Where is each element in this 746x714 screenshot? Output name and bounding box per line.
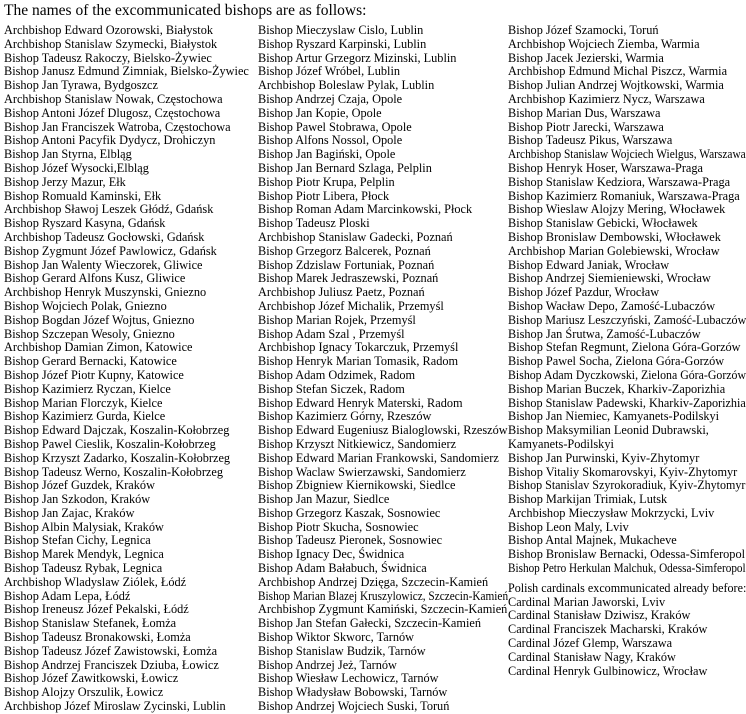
- list-item: Bishop Bronislaw Dembowski, Włocławek: [508, 229, 721, 244]
- list-item: Bishop Marian Florczyk, Kielce: [4, 395, 163, 410]
- list-item: Bishop Pawel Socha, Zielona Góra-Gorzów: [508, 354, 725, 369]
- list-item: Bishop Krzyszt Nitkiewicz, Sandomierz: [258, 436, 457, 451]
- list-item: Bishop Henryk Hoser, Warszawa-Praga: [508, 160, 703, 175]
- list-item: Bishop Janusz Edmund Zimniak, Bielsko-Żywiec: [4, 64, 249, 79]
- list-item: Archbishop Stanislaw Nowak, Częstochowa: [4, 91, 223, 106]
- list-item: Bishop Wiesław Lechowicz, Tarnów: [258, 671, 439, 686]
- list-item: Bishop Józef Wróbel, Lublin: [258, 64, 401, 79]
- list-item: Bishop Henryk Marian Tomasik, Radom: [258, 354, 459, 369]
- list-item: Bishop Tadeusz Werno, Koszalin-Kołobrzeg: [4, 464, 223, 479]
- list-item: Bishop Andrzej Wojciech Suski, Toruń: [258, 699, 450, 714]
- list-item: Archbishop Mieczysław Mokrzycki, Lviv: [508, 505, 715, 520]
- list-item: Archbishop Marian Golebiewski, Wrocław: [508, 243, 720, 258]
- list-item: Archbishop Boleslaw Pylak, Lublin: [258, 78, 435, 93]
- list-item: Bishop Adam Odzimek, Radom: [258, 367, 416, 382]
- list-item: Bishop Andrzej Siemieniewski, Wrocław: [508, 271, 711, 286]
- list-item: Bishop Andrzej Czaja, Opole: [258, 91, 403, 106]
- list-item: Bishop Jacek Jezierski, Warmia: [508, 50, 664, 65]
- list-item: Archbishop Henryk Muszynski, Gniezno: [4, 285, 207, 300]
- list-item: Polish cardinals excommunicated already before:: [508, 580, 746, 595]
- list-item: Bishop Zbigniew Kiernikowski, Siedlce: [258, 478, 456, 493]
- list-item: Bishop Ireneusz Józef Pekalski, Łódź: [4, 602, 189, 617]
- list-item: Bishop Stanislaw Kedziora, Warszawa-Praga: [508, 174, 731, 189]
- list-item: Bishop Władysław Bobowski, Tarnów: [258, 685, 448, 700]
- list-item: Bishop Stefan Regmunt, Zielona Góra-Gorzów: [508, 340, 741, 355]
- list-item: Bishop Marek Jedraszewski, Poznań: [258, 271, 439, 286]
- list-item: Bishop Józef Szamocki, Toruń: [508, 23, 659, 37]
- column-2: [258, 24, 508, 714]
- list-item: Bishop Tadeusz Pikus, Warszawa: [508, 133, 673, 148]
- list-item: Bishop Markijan Trimiak, Lutsk: [508, 492, 668, 507]
- list-item: Bishop Zdzislaw Fortuniak, Poznań: [258, 257, 435, 272]
- list-item: Bishop Alojzy Orszulik, Łowicz: [4, 685, 164, 700]
- column-3: [508, 24, 746, 678]
- list-item: Bishop Piotr Libera, Płock: [258, 188, 390, 203]
- list-item: Bishop Ryszard Karpinski, Lublin: [258, 36, 427, 51]
- list-item: Bishop Marian Buczek, Kharkiv-Zaporizhia: [508, 381, 726, 396]
- list-item: Bishop Albin Malysiak, Kraków: [4, 519, 164, 534]
- list-item: Bishop Maksymilian Leonid Dubrawski,: [508, 423, 709, 438]
- list-item: Bishop Edward Janiak, Wrocław: [508, 257, 670, 272]
- list-item: Bishop Antoni Józef Dlugosz, Częstochowa: [4, 105, 221, 120]
- list-item: Bishop Wiktor Skworc, Tarnów: [258, 630, 414, 645]
- list-item: Bishop Stanislaw Padewski, Kharkiv-Zaporizhia: [508, 395, 746, 410]
- list-item: Bishop Grzegorz Balcerek, Poznań: [258, 243, 431, 258]
- list-item: Bishop Józef Piotr Kupny, Katowice: [4, 367, 184, 382]
- list-item: Cardinal Franciszek Macharski, Kraków: [508, 622, 708, 637]
- list-item: Archbishop Zygmunt Kamiński, Szczecin-Kamień: [258, 602, 508, 617]
- list-item: Bishop Jan Mazur, Siedlce: [258, 492, 390, 507]
- list-item: Archbishop Stanislaw Szymecki, Białystok: [4, 36, 218, 51]
- list-item: Bishop Andrzej Jeż, Tarnów: [258, 657, 397, 672]
- list-item: Bishop Józef Wysocki,Elbląg: [4, 160, 149, 175]
- list-item: Bishop Vitaliy Skomarovskyi, Kyiv-Zhytomyr: [508, 464, 738, 479]
- list-item: Bishop Grzegorz Kaszak, Sosnowiec: [258, 505, 441, 520]
- list-item: Bishop Kazimierz Gurda, Kielce: [4, 409, 166, 424]
- list-item: Bishop Jan Styrna, Elbląg: [4, 147, 132, 162]
- list-item: Bishop Edward Henryk Materski, Radom: [258, 395, 463, 410]
- list-item: Bishop Pawel Stobrawa, Opole: [258, 119, 412, 134]
- list-item: Bishop Tadeusz Rakoczy, Bielsko-Żywiec: [4, 50, 212, 65]
- list-item: Bishop Adam Bałabuch, Świdnica: [258, 561, 427, 576]
- list-item: Bishop Kazimierz Romaniuk, Warszawa-Praga: [508, 188, 740, 203]
- list-item: Cardinal Józef Glemp, Warszawa: [508, 636, 673, 651]
- list-item: Bishop Adam Lepa, Łódź: [4, 588, 131, 603]
- list-item: Archbishop Józef Miroslaw Zycinski, Lublin: [4, 699, 226, 714]
- list-item: Archbishop Tadeusz Gocłowski, Gdańsk: [4, 229, 205, 244]
- list-item: Bishop Edward Marian Frankowski, Sandomierz: [258, 450, 499, 465]
- list-item: Bishop Antoni Pacyfik Dydycz, Drohiczyn: [4, 133, 216, 148]
- list-item: Bishop Waclaw Swierzawski, Sandomierz: [258, 464, 466, 479]
- list-item: Bishop Marian Blazej Kruszylowicz, Szczecin-Kamień: [258, 588, 509, 603]
- list-item: Bishop Tadeusz Rybak, Legnica: [4, 561, 163, 576]
- list-item: Bishop Alfons Nossol, Opole: [258, 133, 403, 148]
- list-item: Archbishop Damian Zimon, Katowice: [4, 340, 193, 355]
- page-title: The names of the excommunicated bishops are as follows:: [4, 2, 367, 19]
- list-item: Bishop Ignacy Dec, Świdnica: [258, 547, 405, 562]
- list-item: Archbishop Juliusz Paetz, Poznań: [258, 285, 425, 300]
- list-item: Bishop Stanislav Szyrokoradiuk, Kyiv-Zhytomyr: [508, 478, 746, 493]
- list-item: Cardinal Stanisław Nagy, Kraków: [508, 649, 676, 664]
- list-item: Bishop Jan Walenty Wieczorek, Gliwice: [4, 257, 203, 272]
- list-item: Bishop Wieslaw Alojzy Mering, Włocławek: [508, 202, 726, 217]
- list-item: Bishop Zygmunt Józef Pawlowicz, Gdańsk: [4, 243, 217, 258]
- list-item: Bishop Stanislaw Budzik, Tarnów: [258, 643, 426, 658]
- list-item: Bishop Stanislaw Gebicki, Włocławek: [508, 216, 698, 231]
- list-item: Bishop Marek Mendyk, Legnica: [4, 547, 164, 562]
- list-item: Bishop Tadeusz Pieronek, Sosnowiec: [258, 533, 443, 548]
- list-item: Bishop Leon Maly, Lviv: [508, 519, 629, 534]
- list-item: Bishop Antal Majnek, Mukacheve: [508, 533, 677, 548]
- list-item: Cardinal Henryk Gulbinowicz, Wrocław: [508, 663, 708, 678]
- list-item: Bishop Józef Pazdur, Wrocław: [508, 285, 660, 300]
- list-item: Bishop Adam Dyczkowski, Zielona Góra-Gorzów: [508, 367, 746, 382]
- list-item: Archbishop Andrzej Dzięga, Szczecin-Kamień: [258, 574, 489, 589]
- list-item: Bishop Edward Eugeniusz Bialoglowski, Rzeszów: [258, 423, 508, 438]
- list-item: Bishop Jan Szkodon, Kraków: [4, 492, 151, 507]
- list-item: Bishop Krzyszt Zadarko, Koszalin-Kołobrzeg: [4, 450, 231, 465]
- list-item: Bishop Artur Grzegorz Mizinski, Lublin: [258, 50, 457, 65]
- list-item: Archbishop Wladyslaw Ziólek, Łódź: [4, 574, 187, 589]
- list-item: Bishop Bronislaw Bernacki, Odessa-Simferopol: [508, 547, 746, 562]
- list-item: Bishop Marian Rojek, Przemyśl: [258, 312, 416, 327]
- list-item: Bishop Gerard Alfons Kusz, Gliwice: [4, 271, 186, 286]
- list-item: Bishop Jerzy Mazur, Ełk: [4, 174, 126, 189]
- list-item: Cardinal Stanisław Dziwisz, Kraków: [508, 608, 691, 623]
- list-item: Bishop Stefan Cichy, Legnica: [4, 533, 151, 548]
- list-item: Bishop Jan Kopie, Opole: [258, 105, 382, 120]
- list-item: Bishop Piotr Skucha, Sosnowiec: [258, 519, 419, 534]
- list-item: Bishop Bogdan Józef Wojtus, Gniezno: [4, 312, 195, 327]
- list-item: Bishop Tadeusz Bronakowski, Łomża: [4, 630, 191, 645]
- list-item: Bishop Jan Bernard Szlaga, Pelplin: [258, 160, 432, 175]
- list-item: Bishop Mariusz Leszczyński, Zamość-Lubaczów: [508, 312, 746, 327]
- list-item: Kamyanets-Podilskyi: [508, 436, 614, 451]
- list-item: Bishop Roman Adam Marcinkowski, Płock: [258, 202, 473, 217]
- list-item: Archbishop Józef Michalik, Przemyśl: [258, 298, 444, 313]
- list-item: Bishop Jan Purwinski, Kyiv-Zhytomyr: [508, 450, 700, 465]
- list-item: Bishop Jan Zajac, Kraków: [4, 505, 135, 520]
- list-item: Archbishop Edmund Michal Piszcz, Warmia: [508, 64, 728, 79]
- list-item: Bishop Stefan Siczek, Radom: [258, 381, 405, 396]
- list-item: Archbishop Sławoj Leszek Głódź, Gdańsk: [4, 202, 214, 217]
- list-item: Bishop Jan Niemiec, Kamyanets-Podilskyi: [508, 409, 720, 424]
- list-item: Bishop Mieczyslaw Cislo, Lublin: [258, 23, 424, 37]
- list-item: Bishop Wacław Depo, Zamość-Lubaczów: [508, 298, 716, 313]
- list-item: Cardinal Marian Jaworski, Lviv: [508, 594, 666, 609]
- list-item: Bishop Stanislaw Stefanek, Łomża: [4, 616, 177, 631]
- list-item: Bishop Jan Śrutwa, Zamość-Lubaczów: [508, 326, 701, 341]
- list-item: Bishop Jan Franciszek Watroba, Częstochowa: [4, 119, 231, 134]
- list-item: Bishop Kazimierz Górny, Rzeszów: [258, 409, 432, 424]
- list-item: Bishop Józef Zawitkowski, Łowicz: [4, 671, 179, 686]
- list-item: Bishop Jan Tyrawa, Bydgoszcz: [4, 78, 158, 93]
- list-item: Bishop Pawel Cieslik, Koszalin-Kołobrzeg: [4, 436, 216, 451]
- list-item: Archbishop Edward Ozorowski, Białystok: [4, 23, 214, 37]
- list-item: Bishop Adam Szal , Przemyśl: [258, 326, 405, 341]
- list-item: Bishop Julian Andrzej Wojtkowski, Warmia: [508, 78, 724, 93]
- list-item: Bishop Petro Herkulan Malchuk, Odessa-Simferopol: [508, 561, 746, 576]
- list-item: Archbishop Stanislaw Wojciech Wielgus, Warszawa: [508, 147, 746, 162]
- list-item: Bishop Jan Bagiński, Opole: [258, 147, 396, 162]
- name-list-columns: [4, 24, 746, 714]
- column-1: [4, 24, 258, 714]
- list-item: Archbishop Kazimierz Nycz, Warszawa: [508, 91, 705, 106]
- list-item: Archbishop Ignacy Tokarczuk, Przemyśl: [258, 340, 459, 355]
- list-item: Bishop Andrzej Franciszek Dziuba, Łowicz: [4, 657, 219, 672]
- list-item: Bishop Romuald Kaminski, Ełk: [4, 188, 162, 203]
- list-item: Bishop Józef Guzdek, Kraków: [4, 478, 155, 493]
- list-item: Bishop Tadeusz Józef Zawistowski, Łomża: [4, 643, 218, 658]
- list-item: Bishop Kazimierz Ryczan, Kielce: [4, 381, 171, 396]
- list-item: Bishop Edward Dajczak, Koszalin-Kołobrzeg: [4, 423, 230, 438]
- list-item: Bishop Jan Stefan Gałecki, Szczecin-Kamień: [258, 616, 481, 631]
- list-item: Bishop Wojciech Polak, Gniezno: [4, 298, 167, 313]
- list-item: Bishop Marian Dus, Warszawa: [508, 105, 661, 120]
- list-item: Archbishop Wojciech Ziemba, Warmia: [508, 36, 700, 51]
- list-item: Bishop Piotr Jarecki, Warszawa: [508, 119, 664, 134]
- list-item: Bishop Szczepan Wesoly, Gniezno: [4, 326, 175, 341]
- list-item: Bishop Gerard Bernacki, Katowice: [4, 354, 177, 369]
- list-item: Bishop Piotr Krupa, Pelplin: [258, 174, 395, 189]
- list-item: Archbishop Stanislaw Gadecki, Poznań: [258, 229, 453, 244]
- list-item: Bishop Tadeusz Ploski: [258, 216, 370, 231]
- list-item: Bishop Ryszard Kasyna, Gdańsk: [4, 216, 166, 231]
